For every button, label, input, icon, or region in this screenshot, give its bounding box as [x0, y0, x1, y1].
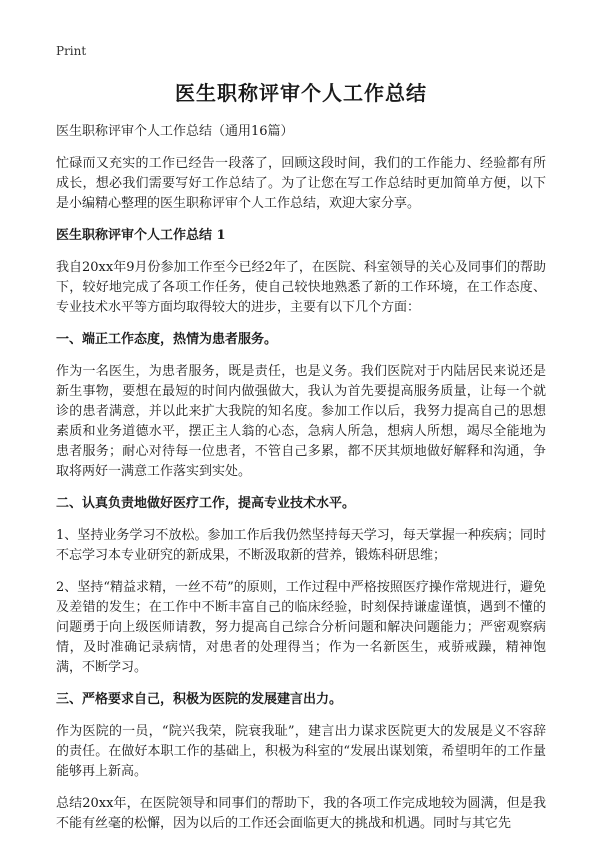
intro-paragraph: 忙碌而又充实的工作已经告一段落了，回顾这段时间，我们的工作能力、经验都有所成长，想必我们需要写好工作总结了。为了让您在写工作总结时更加简单方便，以下是小编精心整理的医生职称评审个人工作总结，欢迎大家分享。 [56, 156, 546, 211]
section1-intro-paragraph: 我自20xx年9月份参加工作至今已经2年了，在医院、科室领导的关心及同事们的帮助下，较好地完成了各项工作任务，使自己较快地熟悉了新的工作环境，在工作态度、专业技术水平等方面均取得较大的进步，主要有以下几个方面： [56, 260, 546, 315]
document-page [56, 78, 546, 846]
heading-2: 二、认真负责地做好医疗工作，提高专业技术水平。 [56, 496, 356, 511]
heading-1: 一、端正工作态度，热情为患者服务。 [56, 332, 278, 347]
heading-2-item-2: 2、坚持“精益求精，一丝不苟”的原则，工作过程中严格按照医疗操作常规进行，避免及差错的发生；在工作中不断丰富自己的临床经验，时刻保持谦虚谨慎，遇到不懂的问题勇于向上级医师请教，努力提高自己综合分析问题和解决问题能力；严密观察病情，及时准确记录病情，对患者的处理得当；作为一名新医生，戒骄戒躁，精神饱满，不断学习。 [56, 580, 546, 675]
document-title: 医生职称评审个人工作总结 [175, 81, 427, 105]
closing-paragraph: 总结20xx年，在医院领导和同事们的帮助下，我的各项工作完成地较为圆满，但是我不能有丝毫的松懈，因为以后的工作还会面临更大的挑战和机遇。同时与其它先 [56, 796, 546, 831]
section1-title: 医生职称评审个人工作总结 1 [56, 228, 226, 243]
document-subtitle: 医生职称评审个人工作总结（通用16篇） [56, 124, 294, 139]
heading-1-paragraph: 作为一名医生，为患者服务，既是责任，也是义务。我们医院对于内陆居民来说还是新生事物，要想在最短的时间内做强做大，我认为首先要提高服务质量，让每一个就诊的患者满意，并以此来扩大我院的知名度。参加工作以后，我努力提高自己的思想素质和业务道德水平，摆正主人翁的心态，急病人所急，想病人所想，竭尽全能地为患者服务；耐心对待每一位患者，不管自己多累，都不厌其烦地做好解释和沟通，争取将两好一满意工作落实到实处。 [56, 364, 546, 479]
heading-3-paragraph: 作为医院的一员，“院兴我荣，院衰我耻”，建言出力谋求医院更大的发展是义不容辞的责任。在做好本职工作的基础上，积极为科室的“发展出谋划策，希望明年的工作量能够再上新高。 [56, 724, 546, 779]
print-label[interactable]: Print [56, 44, 87, 58]
heading-3: 三、严格要求自己，积极为医院的发展建言出力。 [56, 692, 343, 707]
heading-2-item-1: 1、坚持业务学习不放松。参加工作后我仍然坚持每天学习，每天掌握一种疾病；同时不忘学习本专业研究的新成果，不断汲取新的营养，锻炼科研思维； [56, 528, 546, 563]
